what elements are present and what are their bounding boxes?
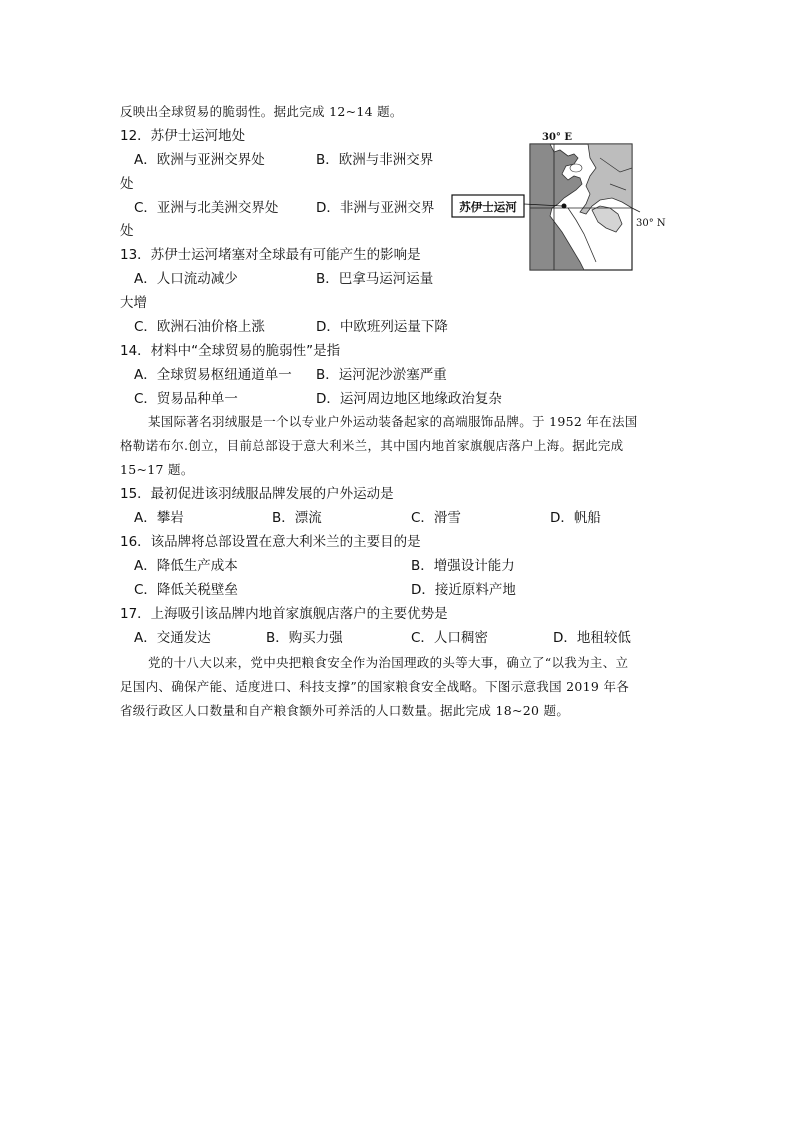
q13-option-a[interactable]: A．人口流动减少	[134, 271, 238, 287]
q12-option-d-wrap: 处	[120, 223, 134, 239]
passage-3-line-3: 省级行政区人口数量和自产粮食额外可养活的人口数量。据此完成 18~20 题。	[120, 703, 570, 718]
q12-option-d[interactable]: D．非洲与亚洲交界	[316, 200, 435, 216]
suez-canal-map	[450, 128, 680, 273]
q12-option-b[interactable]: B．欧洲与非洲交界	[316, 152, 434, 168]
q17-option-b[interactable]: B．购买力强	[266, 630, 343, 646]
question-15-stem: 15．最初促进该羽绒服品牌发展的户外运动是	[120, 486, 394, 502]
q15-option-b[interactable]: B．漂流	[272, 510, 322, 526]
q16-option-d[interactable]: D．接近原料产地	[411, 582, 516, 598]
q14-option-b[interactable]: B．运河泥沙淤塞严重	[316, 367, 447, 383]
passage-3-line-1: 党的十八大以来，党中央把粮食安全作为治国理政的头等大事，确立了“以我为主、立	[148, 655, 629, 670]
q16-option-c[interactable]: C．降低关税壁垒	[134, 582, 238, 598]
q14-option-c[interactable]: C．贸易品种单一	[134, 391, 238, 407]
q13-option-b[interactable]: B．巴拿马运河运量	[316, 271, 434, 287]
q12-option-a[interactable]: A．欧洲与亚洲交界处	[134, 152, 265, 168]
question-13-stem: 13．苏伊士运河堵塞对全球最有可能产生的影响是	[120, 247, 421, 263]
q15-option-c[interactable]: C．滑雪	[411, 510, 461, 526]
q14-option-d[interactable]: D．运河周边地区地缘政治复杂	[316, 391, 502, 407]
q17-option-c[interactable]: C．人口稠密	[411, 630, 488, 646]
q13-option-c[interactable]: C．欧洲石油价格上涨	[134, 319, 265, 335]
map-svg	[450, 128, 680, 273]
latitude-label: 30° N	[636, 218, 666, 229]
passage-3-line-2: 足国内、确保产能、适度进口、科技支撑”的国家粮食安全战略。下图示意我国 2019 年各	[120, 679, 630, 694]
callout-label: 苏伊士运河	[459, 200, 517, 214]
q15-option-a[interactable]: A．攀岩	[134, 510, 184, 526]
q12-option-b-wrap: 处	[120, 176, 134, 192]
q14-option-a[interactable]: A．全球贸易枢纽通道单一	[134, 367, 292, 383]
passage-2-line-2: 格勒诺布尔.创立，目前总部设于意大利米兰，其中国内地首家旗舰店落户上海。据此完成	[120, 438, 624, 453]
canal-location-dot	[562, 204, 567, 209]
intro-tail: 反映出全球贸易的脆弱性。据此完成 12~14 题。	[120, 104, 403, 119]
longitude-label: 30° E	[542, 132, 573, 143]
passage-2-line-3: 15~17 题。	[120, 462, 194, 477]
q17-option-d[interactable]: D．地租较低	[553, 630, 631, 646]
q15-option-d[interactable]: D．帆船	[550, 510, 601, 526]
question-14-stem: 14．材料中“全球贸易的脆弱性”是指	[120, 343, 341, 359]
q13-option-d[interactable]: D．中欧班列运量下降	[316, 319, 448, 335]
question-16-stem: 16．该品牌将总部设置在意大利米兰的主要目的是	[120, 534, 421, 550]
q12-option-c[interactable]: C．亚洲与北美洲交界处	[134, 200, 279, 216]
passage-2-line-1: 某国际著名羽绒服是一个以专业户外运动装备起家的高端服饰品牌。于 1952 年在法国	[148, 414, 638, 429]
question-17-stem: 17．上海吸引该品牌内地首家旗舰店落户的主要优势是	[120, 606, 448, 622]
q13-option-b-wrap: 大增	[120, 295, 147, 311]
question-12-stem: 12．苏伊士运河地处	[120, 128, 246, 144]
q17-option-a[interactable]: A．交通发达	[134, 630, 211, 646]
lake-shape	[570, 164, 582, 172]
parallel-leader	[632, 208, 640, 212]
q16-option-a[interactable]: A．降低生产成本	[134, 558, 238, 574]
q16-option-b[interactable]: B．增强设计能力	[411, 558, 515, 574]
